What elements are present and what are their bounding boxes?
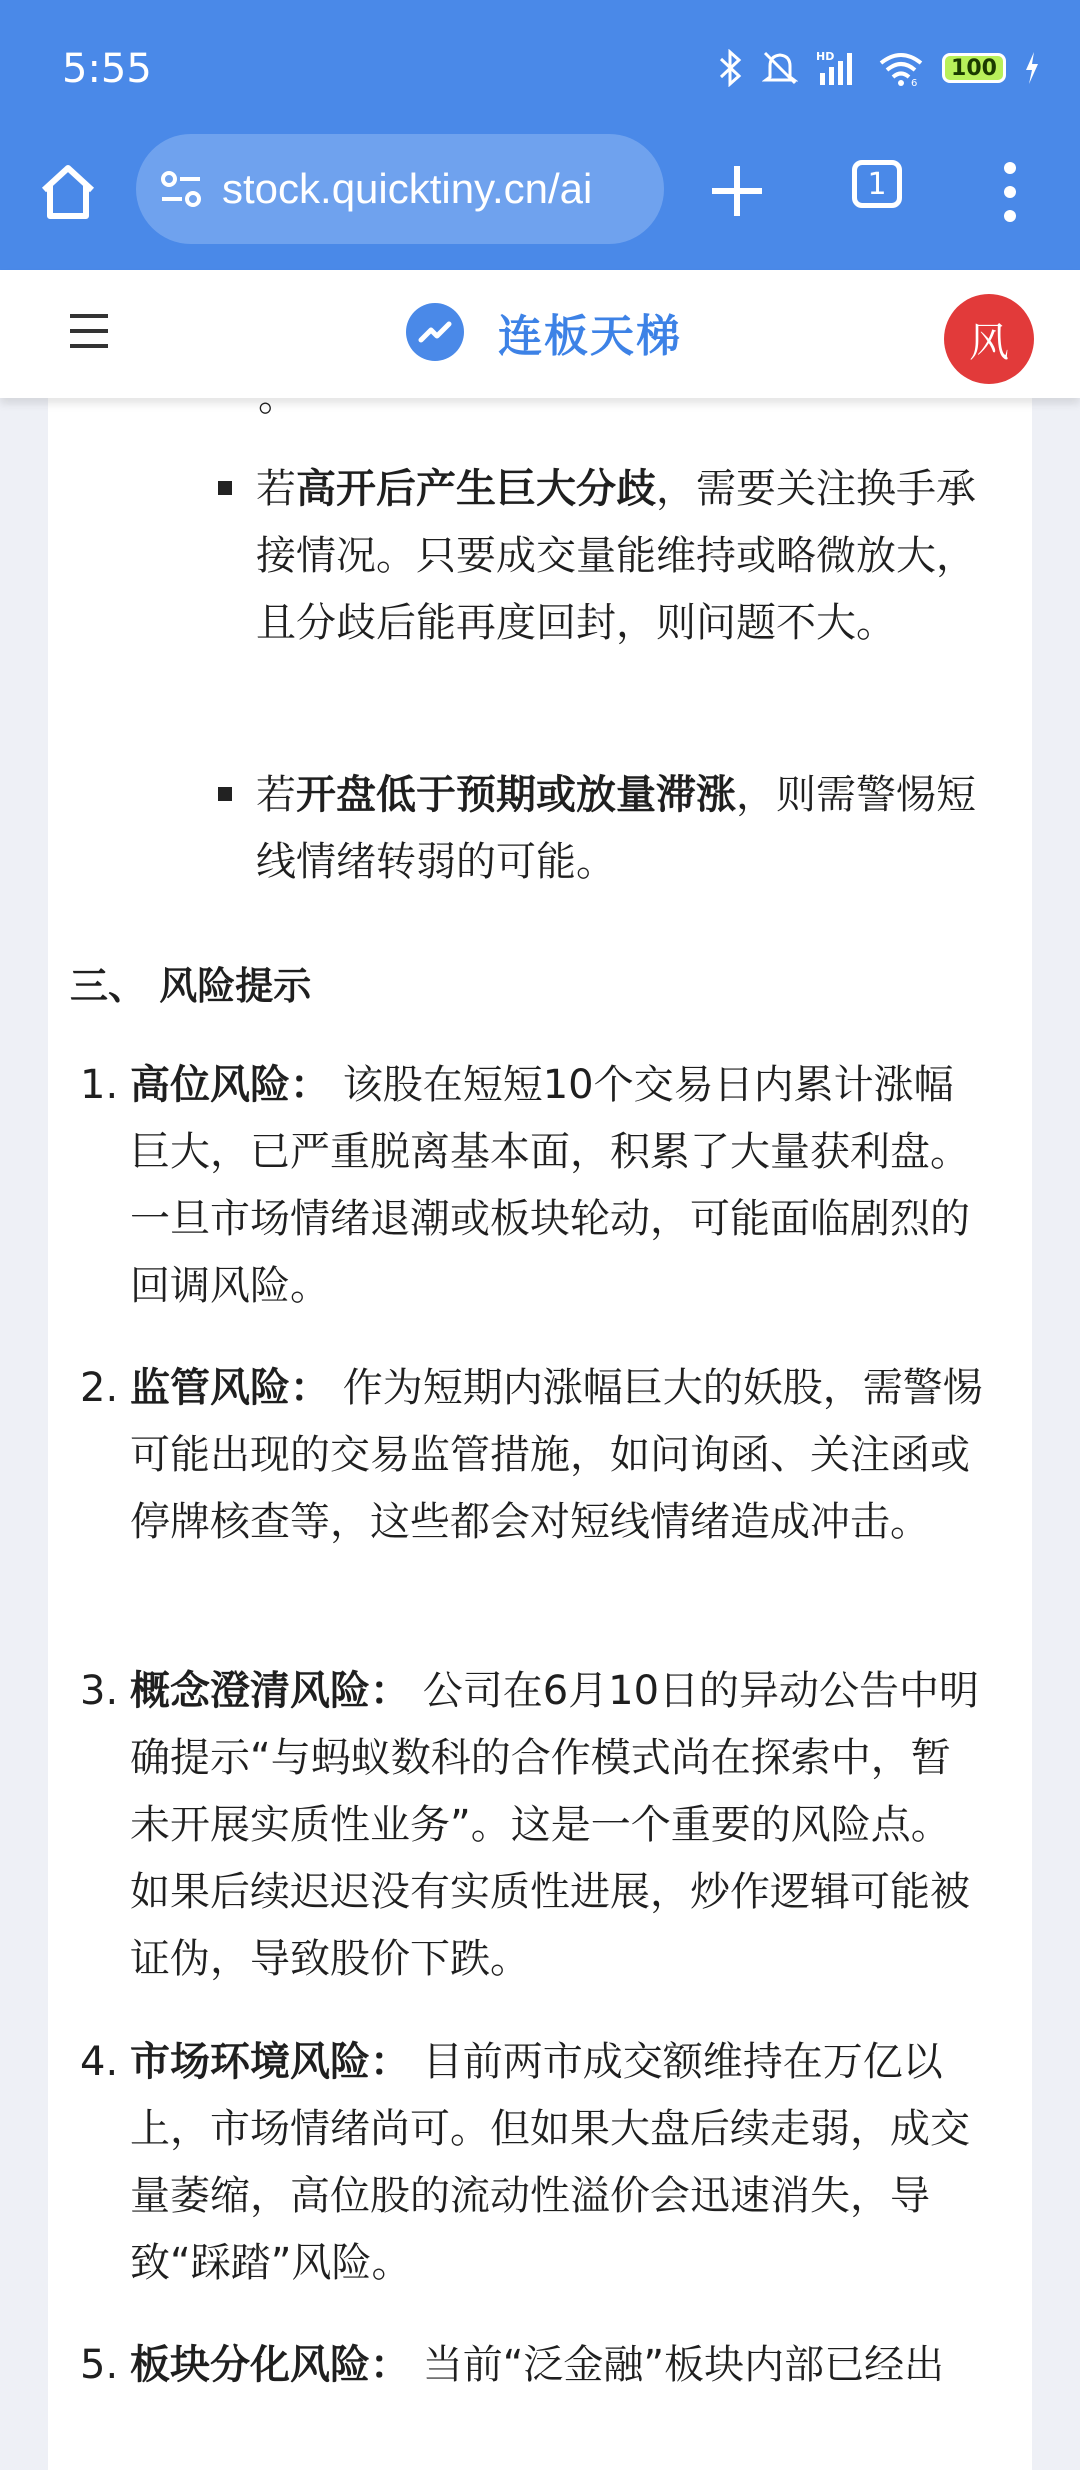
site-settings-icon[interactable]	[156, 164, 206, 214]
list-number: 5.	[80, 2342, 119, 2388]
risk-title: 概念澄清风险：	[130, 1668, 410, 1714]
battery-icon: 100	[942, 53, 1006, 83]
charging-icon	[1024, 51, 1040, 85]
bullet-emphasis: 开盘低于预期或放量滞涨	[296, 772, 736, 818]
brand	[406, 300, 682, 364]
section-heading: 三、 风险提示	[70, 964, 312, 1008]
app-header	[0, 270, 1080, 398]
avatar[interactable]: 风	[944, 294, 1034, 384]
list-number: 3.	[80, 1668, 119, 1714]
trending-up-icon	[406, 303, 464, 361]
status-time: 5:55	[62, 46, 152, 92]
list-item: 若高开后产生巨大分歧，需要关注换手承接情况。只要成交量能维持或略微放大，且分歧后能再度回封，则问题不大。	[256, 466, 976, 646]
address-bar[interactable]	[136, 134, 664, 244]
browser-toolbar	[0, 140, 1080, 270]
svg-text:HD: HD	[816, 50, 835, 63]
list-number: 1.	[80, 1062, 119, 1108]
list-item: 概念澄清风险： 公司在6月10日的异动公告中明确提示“与蚂蚁数科的合作模式尚在探索中，暂未开展实质性业务”。这是一个重要的风险点。如果后续迟迟没有实质性进展，炒作逻辑可能被证伪，导致股价下跌。	[130, 1668, 980, 1982]
hd-signal-icon	[816, 49, 860, 87]
list-item: 市场环境风险： 目前两市成交额维持在万亿以上，市场情绪尚可。但如果大盘后续走弱，成交量萎缩，高位股的流动性溢价会迅速消失，导致“踩踏”风险。	[130, 2039, 970, 2286]
tab-switcher-button[interactable]: 1	[852, 160, 902, 208]
url-text[interactable]: stock.quicktiny.cn/ai	[222, 165, 593, 212]
list-number: 2.	[80, 1365, 119, 1411]
risk-title: 高位风险：	[130, 1062, 330, 1108]
list-item: 若开盘低于预期或放量滞涨，则需警惕短线情绪转弱的可能。	[256, 772, 976, 885]
mute-icon	[762, 49, 798, 87]
risk-title: 监管风险：	[130, 1365, 330, 1411]
risk-title: 板块分化风险：	[130, 2342, 410, 2388]
menu-icon[interactable]	[70, 314, 108, 348]
more-options-icon[interactable]	[996, 158, 1024, 226]
bullet-marker	[218, 787, 232, 801]
list-item: 监管风险： 作为短期内涨幅巨大的妖股，需警惕可能出现的交易监管措施，如问询函、关注函或停牌核查等，这些都会对短线情绪造成冲击。	[130, 1365, 983, 1545]
list-item: 高位风险： 该股在短短10个交易日内累计涨幅巨大，已严重脱离基本面，积累了大量获利盘。一旦市场情绪退潮或板块轮动，可能面临剧烈的回调风险。	[130, 1062, 970, 1309]
svg-text:6: 6	[911, 78, 918, 87]
bullet-marker	[218, 481, 232, 495]
risk-title: 市场环境风险：	[130, 2039, 410, 2085]
app-title: 连板天梯	[498, 311, 682, 362]
list-number: 4.	[80, 2039, 119, 2085]
status-icons	[718, 48, 1040, 88]
wifi-icon	[878, 49, 924, 87]
home-icon[interactable]	[36, 160, 100, 224]
bluetooth-icon	[718, 49, 744, 87]
new-tab-icon[interactable]	[706, 160, 768, 222]
list-item: 板块分化风险： 当前“泛金融”板块内部已经出	[130, 2342, 945, 2388]
status-bar	[0, 0, 1080, 140]
bullet-emphasis: 高开后产生巨大分歧	[296, 466, 656, 512]
